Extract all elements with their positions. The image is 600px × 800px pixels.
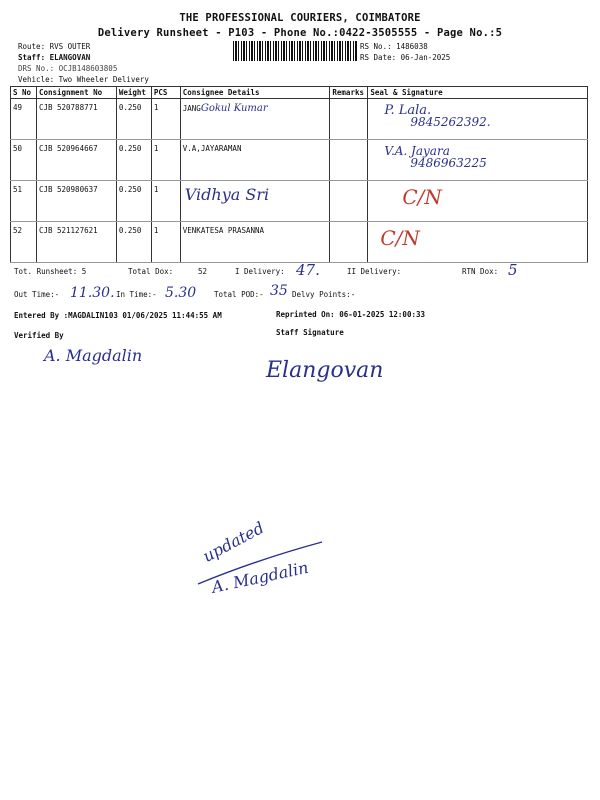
cell-seal: [368, 140, 588, 181]
entered-by: Entered By :MAGDALIN103 01/06/2025 11:44:55 AM: [14, 311, 222, 320]
consignee-print: V.A,JAYARAMAN: [182, 144, 242, 153]
total-pod-label: Total POD:-: [214, 290, 264, 299]
col-header-seal: Seal & Signature: [368, 87, 588, 99]
col-header-sno: S No: [11, 87, 37, 99]
consignee-handwritten: Vidhya Sri: [184, 185, 270, 204]
out-time-label: Out Time:-: [14, 290, 60, 299]
cell-consignee: [180, 99, 330, 140]
cell-seal: [368, 99, 588, 140]
seal-signature-line2: 9486963225: [410, 156, 487, 170]
updated-signature: A. Magdalin: [210, 557, 311, 597]
cell-remarks: [330, 99, 368, 140]
drs-label: DRS No.: OCJB148603805: [18, 64, 118, 73]
table-row: [11, 140, 588, 181]
cell-consignment: CJB 520980637: [36, 181, 116, 222]
table-header-row: [11, 87, 588, 99]
rs-number: RS No.: 1486038: [360, 42, 428, 51]
cell-remarks: [330, 181, 368, 222]
seal-signature-line1: V.A. Jayara: [384, 144, 450, 158]
cell-weight: 0.250: [116, 222, 151, 263]
rs-date: RS Date: 06-Jan-2025: [360, 53, 451, 62]
cell-pcs: 1: [151, 222, 180, 263]
reprinted-on: Reprinted On: 06-01-2025 12:00:33: [276, 310, 426, 319]
cell-consignee: [180, 222, 330, 263]
col-header-consignee: Consignee Details: [180, 87, 330, 99]
out-time-handwritten: 11.30.: [70, 285, 115, 301]
route-label: Route: RVS OUTER: [18, 42, 91, 51]
col-header-weight: Weight: [116, 87, 151, 99]
cell-consignee: [180, 181, 330, 222]
ii-delivery-label: II Delivery:: [347, 267, 402, 276]
consignee-handwritten: Gokul Kumar: [200, 103, 268, 114]
seal-signature-line2: 9845262392.: [410, 115, 491, 129]
cell-consignment: CJB 520788771: [36, 99, 116, 140]
cell-consignment: CJB 521127621: [36, 222, 116, 263]
seal-signature-line1: P. Lala.: [384, 103, 432, 118]
cell-pcs: 1: [151, 99, 180, 140]
col-header-remarks: Remarks: [330, 87, 368, 99]
cell-pcs: 1: [151, 181, 180, 222]
in-time-label: In Time:-: [116, 290, 157, 299]
cell-weight: 0.250: [116, 99, 151, 140]
consignee-print: JANG: [182, 104, 201, 113]
cell-sno: 51: [11, 181, 37, 222]
cell-pcs: 1: [151, 140, 180, 181]
col-header-consignment: Consignment No: [36, 87, 116, 99]
company-title: THE PROFESSIONAL COURIERS, COIMBATORE: [179, 12, 421, 24]
in-time-handwritten: 5.30: [165, 285, 197, 301]
table-row: [11, 99, 588, 140]
cell-weight: 0.250: [116, 140, 151, 181]
cell-seal: [368, 222, 588, 263]
i-delivery-label: I Delivery:: [235, 267, 285, 276]
total-dox-value: 52: [198, 267, 208, 276]
total-dox-label: Total Dox:: [128, 267, 174, 276]
vehicle-label: Vehicle: Two Wheeler Delivery: [18, 75, 149, 84]
staff-signature: Elangovan: [266, 358, 384, 383]
runsheet-table: [10, 86, 588, 263]
total-pod-handwritten: 35: [270, 283, 288, 299]
rtn-dox-handwritten: 5: [508, 261, 518, 279]
consignee-print: VENKATESA PRASANNA: [182, 226, 265, 235]
col-header-pcs: PCS: [151, 87, 180, 99]
seal-signature-line1: C/N: [380, 226, 420, 250]
delvy-points-label: Delvy Points:-: [292, 290, 356, 299]
cell-consignee: [180, 140, 330, 181]
tot-runsheet: Tot. Runsheet: 5: [14, 267, 87, 276]
cell-consignment: CJB 520964667: [36, 140, 116, 181]
verified-signature: A. Magdalin: [44, 346, 143, 365]
barcode: [233, 41, 357, 61]
updated-note: updated: [199, 517, 268, 566]
cell-remarks: [330, 222, 368, 263]
table-row: [11, 181, 588, 222]
i-delivery-handwritten: 47.: [296, 261, 320, 279]
cell-weight: 0.250: [116, 181, 151, 222]
rtn-dox-label: RTN Dox:: [462, 267, 499, 276]
runsheet-subtitle: Delivery Runsheet - P103 - Phone No.:0422-3505555 - Page No.:5: [97, 27, 503, 39]
cell-seal: [368, 181, 588, 222]
table-row: [11, 222, 588, 263]
verified-by-label: Verified By: [14, 331, 64, 340]
cell-sno: 50: [11, 140, 37, 181]
cell-remarks: [330, 140, 368, 181]
staff-signature-label: Staff Signature: [276, 328, 344, 337]
seal-signature-line1: C/N: [402, 185, 442, 209]
staff-label: Staff: ELANGOVAN: [18, 53, 91, 62]
cell-sno: 52: [11, 222, 37, 263]
cell-sno: 49: [11, 99, 37, 140]
